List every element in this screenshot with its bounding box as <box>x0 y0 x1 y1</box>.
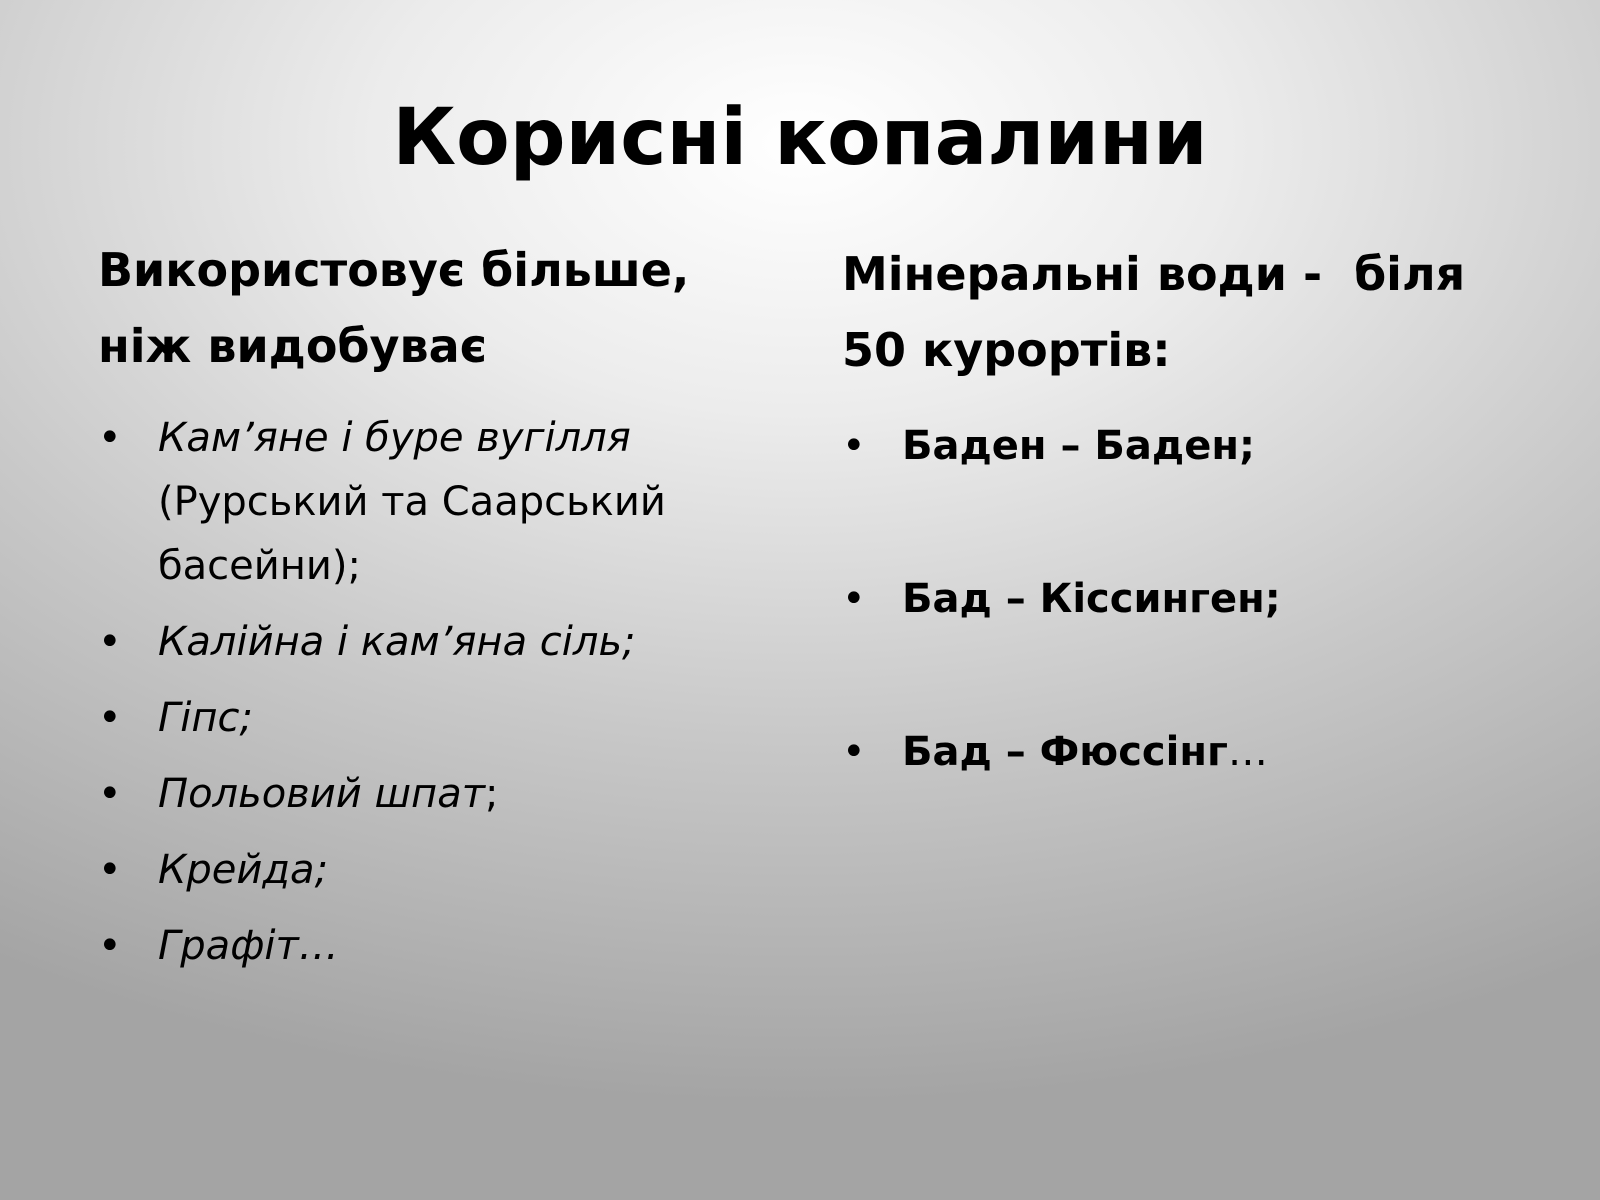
list-item <box>842 567 1502 631</box>
list-item <box>98 406 738 598</box>
item-text: Крейда; <box>158 847 329 893</box>
bullet-icon: • <box>842 576 866 622</box>
resorts-list <box>842 414 1502 784</box>
list-item <box>842 414 1502 478</box>
item-note: (Рурський та Саарський басейни); <box>158 479 666 589</box>
bullet-icon: • <box>98 415 122 461</box>
right-heading-line-1: Мінеральні води - біля <box>842 247 1466 301</box>
list-item <box>98 914 738 978</box>
right-heading-line-2: 50 курортів: <box>842 323 1171 377</box>
item-suffix: ; <box>485 771 499 817</box>
list-item <box>98 762 738 826</box>
bullet-icon: • <box>98 923 122 969</box>
item-text: Бад – Кіссинген; <box>902 576 1281 622</box>
slide-title: Корисні копалини <box>392 93 1208 183</box>
bullet-icon: • <box>842 729 866 775</box>
minerals-list <box>98 406 738 978</box>
item-text: Графіт… <box>158 923 339 969</box>
list-item <box>842 720 1502 784</box>
left-heading-line-1: Використовує більше, <box>98 243 690 297</box>
bullet-icon: • <box>98 847 122 893</box>
left-heading <box>98 232 738 384</box>
item-text: Баден – Баден; <box>902 423 1255 469</box>
right-heading <box>842 236 1502 388</box>
bullet-icon: • <box>98 771 122 817</box>
bullet-icon: • <box>98 695 122 741</box>
bullet-icon: • <box>842 423 866 469</box>
item-text: Бад – Фюссінг <box>902 729 1228 775</box>
item-text: Гіпс; <box>158 695 254 741</box>
list-item <box>98 838 738 902</box>
item-text: Калійна і кам’яна сіль; <box>158 619 636 665</box>
right-column <box>842 236 1502 873</box>
list-item <box>98 610 738 674</box>
bullet-icon: • <box>98 619 122 665</box>
item-text: Кам’яне і буре вугілля <box>158 415 631 461</box>
item-text: Польовий шпат <box>158 771 486 817</box>
left-column <box>98 232 738 990</box>
item-ellipsis: … <box>1227 729 1268 775</box>
list-item <box>98 686 738 750</box>
left-heading-line-2: ніж видобуває <box>98 319 487 373</box>
